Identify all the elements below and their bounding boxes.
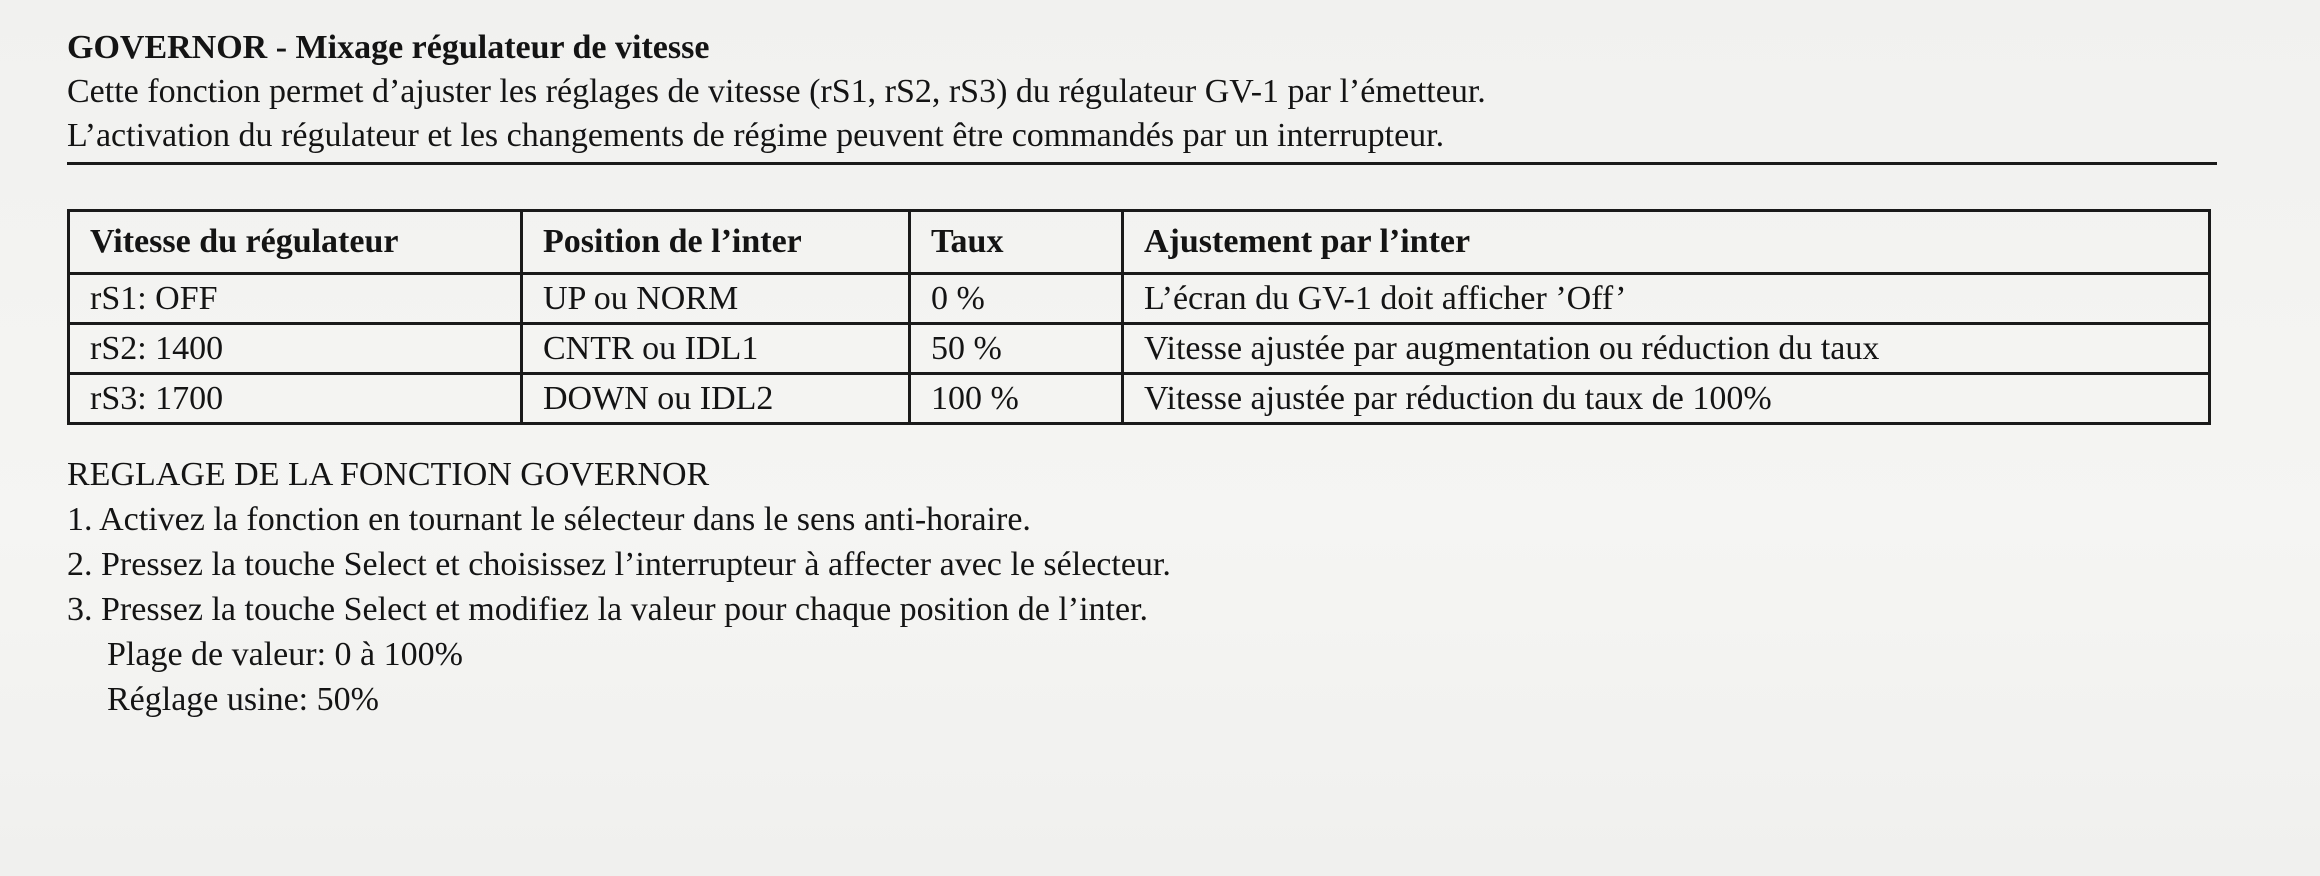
cell-adjustment: Vitesse ajustée par augmentation ou réduction du taux xyxy=(1123,324,2210,374)
table-row xyxy=(69,374,2210,424)
cell-speed: rS2: 1400 xyxy=(69,324,522,374)
cell-adjustment: L’écran du GV-1 doit afficher ’Off’ xyxy=(1123,274,2210,324)
governor-section xyxy=(67,26,2217,722)
column-header-speed: Vitesse du régulateur xyxy=(69,211,522,274)
intro-line-1: Cette fonction permet d’ajuster les réglages de vitesse (rS1, rS2, rS3) du régulateur GV-1 par l’émetteur. xyxy=(67,73,1486,110)
table-header-row xyxy=(69,211,2210,274)
cell-switch-position: DOWN ou IDL2 xyxy=(522,374,910,424)
setup-step: 1. Activez la fonction en tournant le sélecteur dans le sens anti-horaire. xyxy=(67,501,1031,538)
column-header-rate: Taux xyxy=(910,211,1123,274)
cell-speed: rS3: 1700 xyxy=(69,374,522,424)
header-divider xyxy=(67,162,2217,165)
column-header-adjustment: Ajustement par l’inter xyxy=(1123,211,2210,274)
cell-speed: rS1: OFF xyxy=(69,274,522,324)
cell-rate: 0 % xyxy=(910,274,1123,324)
setup-steps-list xyxy=(67,497,2217,632)
section-title: GOVERNOR - Mixage régulateur de vitesse xyxy=(67,29,710,66)
factory-setting: Réglage usine: 50% xyxy=(107,681,379,718)
cell-rate: 50 % xyxy=(910,324,1123,374)
cell-switch-position: CNTR ou IDL1 xyxy=(522,324,910,374)
governor-speed-table xyxy=(67,209,2211,425)
intro-line-2: L’activation du régulateur et les changements de régime peuvent être commandés par un interrupteur. xyxy=(67,117,1445,154)
table-row xyxy=(69,274,2210,324)
table-row xyxy=(69,324,2210,374)
cell-switch-position: UP ou NORM xyxy=(522,274,910,324)
cell-rate: 100 % xyxy=(910,374,1123,424)
value-range: Plage de valeur: 0 à 100% xyxy=(107,636,463,673)
setup-step: 2. Pressez la touche Select et choisissez l’interrupteur à affecter avec le sélecteur. xyxy=(67,546,1171,583)
setup-step: 3. Pressez la touche Select et modifiez la valeur pour chaque position de l’inter. xyxy=(67,591,1149,628)
cell-adjustment: Vitesse ajustée par réduction du taux de 100% xyxy=(1123,374,2210,424)
column-header-switch-position: Position de l’inter xyxy=(522,211,910,274)
setup-title: REGLAGE DE LA FONCTION GOVERNOR xyxy=(67,456,710,493)
